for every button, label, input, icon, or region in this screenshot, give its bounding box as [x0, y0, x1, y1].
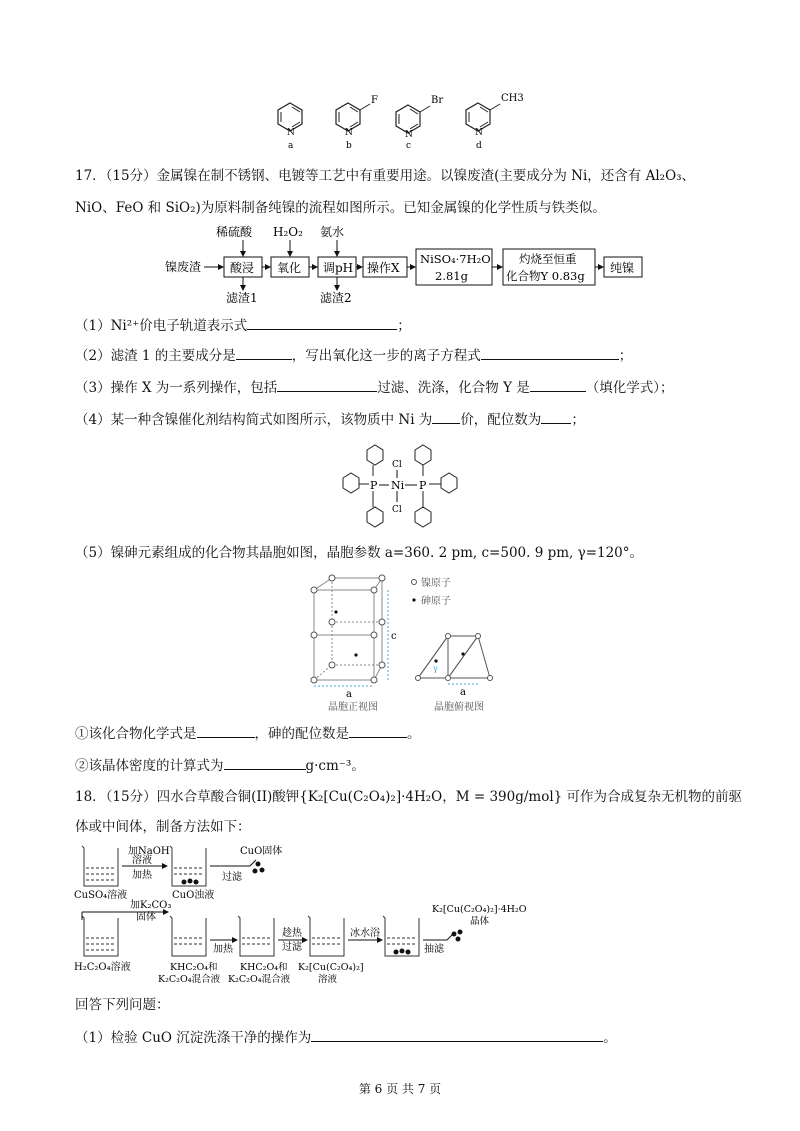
svg-text:P: P	[370, 479, 378, 492]
answer-blank[interactable]	[311, 1028, 603, 1042]
q17-sub6: ①该化合物化学式是 ，砷的配位数是 。	[75, 726, 421, 742]
pyridine-c	[396, 95, 443, 150]
beaker	[238, 916, 274, 956]
crystal-cell-figure	[300, 570, 520, 712]
flow-step1: 酸浸	[230, 261, 255, 275]
q17-sub2: （2）滤渣 1 的主要成分是 ，写出氧化这一步的离子方程式 ；	[75, 348, 633, 364]
flow-step3: 调pH	[323, 261, 354, 275]
beaker-cuso4: CuSO₄溶液	[74, 890, 128, 901]
beaker	[170, 916, 206, 956]
svg-text:趁热: 趁热	[282, 928, 302, 939]
legend-ni: 镍原子	[421, 578, 451, 589]
svg-text:N: N	[405, 130, 413, 140]
pyridine-label-c: c	[406, 141, 412, 150]
pyridine-sub-b: F	[371, 95, 378, 106]
answer-blank[interactable]	[432, 410, 460, 424]
caption-top-view: 晶胞俯视图	[434, 702, 484, 712]
svg-text:K₂C₂O₄混合液: K₂C₂O₄混合液	[228, 974, 291, 985]
flow-box6-line1: 灼烧至恒重	[519, 252, 577, 266]
beaker	[308, 916, 344, 956]
flow-residue2: 滤渣2	[320, 291, 352, 305]
svg-text:N: N	[345, 128, 353, 138]
answer-blank[interactable]	[530, 378, 586, 392]
q18-sub1: （1）检验 CuO 沉淀洗涤干净的操作为 。	[75, 1030, 617, 1046]
svg-text:KHC₂O₄和: KHC₂O₄和	[240, 962, 288, 973]
beaker	[82, 846, 118, 886]
pyridine-label-b: b	[346, 141, 352, 150]
flow-reagent3: 氨水	[320, 225, 345, 239]
svg-text:Cl: Cl	[392, 460, 402, 470]
legend-as: 砷原子	[421, 596, 451, 607]
label-a2: a	[460, 687, 466, 698]
svg-text:加热: 加热	[213, 944, 233, 955]
svg-text:固体: 固体	[136, 912, 156, 923]
answer-blank[interactable]	[481, 346, 619, 360]
flow-box5-line2: 2.81g	[435, 269, 468, 283]
label-a: a	[346, 689, 352, 700]
pyridine-d	[466, 93, 524, 150]
q18-intro-line1: 18．（15分）四水合草酸合铜(II)酸钾{K₂[Cu(C₂O₄)₂]·4H₂O，M = 390g/mol} 可作为合成复杂无机物的前驱	[75, 789, 743, 805]
flow-step2: 氧化	[277, 261, 302, 275]
flow-reagent1: 稀硫酸	[216, 225, 253, 239]
answer-blank[interactable]	[541, 410, 571, 424]
svg-text:K₂[Cu(C₂O₄)₂]: K₂[Cu(C₂O₄)₂]	[298, 962, 364, 973]
svg-text:过滤: 过滤	[222, 872, 242, 883]
svg-text:晶体: 晶体	[470, 916, 490, 927]
q17-sub3: （3）操作 X 为一系列操作，包括 过滤、洗涤，化合物 Y 是 （填化学式）；	[75, 380, 674, 396]
pyridine-label-d: d	[476, 141, 482, 150]
cuo-solid: CuO固体	[240, 846, 283, 857]
answer-blank[interactable]	[247, 316, 397, 330]
beaker-cuo-suspension: CuO浊液	[172, 890, 215, 901]
q17-sub4: （4）某一种含镍催化剂结构简式如图所示，该物质中 Ni 为 价，配位数为 ；	[75, 412, 585, 428]
pyridine-b	[336, 95, 378, 150]
q18-answer-prompt: 回答下列问题：	[75, 997, 170, 1013]
flow-end: 纯镍	[610, 261, 635, 275]
product-label: K₂[Cu(C₂O₄)₂]·4H₂O	[432, 904, 527, 915]
answer-blank[interactable]	[236, 346, 292, 360]
beaker-h2c2o4: H₂C₂O₄溶液	[74, 962, 131, 973]
flow-residue1: 滤渣1	[226, 291, 258, 305]
flow-start: 镍废渣	[165, 260, 202, 274]
q17-sub7: ②该晶体密度的计算式为 g·cm⁻³。	[75, 758, 365, 774]
pyridine-structures	[260, 85, 540, 150]
nickel-complex-structure	[325, 440, 475, 540]
svg-text:溶液: 溶液	[132, 855, 152, 866]
svg-text:加热: 加热	[132, 870, 152, 881]
svg-text:N: N	[287, 128, 295, 138]
svg-text:KHC₂O₄和: KHC₂O₄和	[170, 962, 218, 973]
beaker	[82, 916, 118, 956]
pyridine-sub-d: CH3	[501, 93, 524, 104]
pyridine-sub-c: Br	[431, 95, 444, 106]
svg-text:过滤: 过滤	[282, 942, 302, 953]
answer-blank[interactable]	[277, 378, 377, 392]
flow-step4: 操作X	[367, 261, 400, 275]
caption-front-view: 晶胞正视图	[328, 702, 378, 712]
flow-box6-line2: 化合物Y 0.83g	[506, 269, 585, 283]
page-footer: 第 6 页 共 7 页	[358, 1082, 442, 1096]
label-gamma: γ	[433, 664, 438, 673]
q18-intro-line2: 体或中间体，制备方法如下：	[75, 819, 251, 835]
q18-flowchart	[72, 840, 542, 992]
svg-text:K₂C₂O₄混合液: K₂C₂O₄混合液	[158, 974, 221, 985]
svg-text:加NaOH: 加NaOH	[128, 846, 170, 857]
q17-sub1: （1）Ni²⁺价电子轨道表示式 ；	[75, 318, 411, 334]
q17-intro-line2: NiO、FeO 和 SiO₂)为原料制备纯镍的流程如图所示。已知金属镍的化学性质与铁类似。	[75, 200, 606, 216]
answer-blank[interactable]	[224, 756, 306, 770]
svg-text:加K₂CO₃: 加K₂CO₃	[130, 900, 172, 911]
pyridine-label-a: a	[288, 141, 294, 150]
label-c: c	[391, 631, 397, 642]
complex-ni: Ni	[391, 479, 405, 492]
flow-box5-line1: NiSO₄·7H₂O	[420, 252, 491, 266]
svg-text:冰水浴: 冰水浴	[350, 928, 380, 939]
svg-text:Cl: Cl	[392, 505, 402, 515]
svg-text:溶液: 溶液	[318, 974, 338, 985]
q17-intro-line1: 17．（15分）金属镍在制不锈钢、电镀等工艺中有重要用途。以镍废渣(主要成分为 Ni，还含有 Al₂O₃、	[75, 168, 696, 184]
svg-text:P: P	[419, 479, 427, 492]
pyridine-a	[278, 103, 302, 150]
svg-text:抽滤: 抽滤	[424, 944, 444, 955]
answer-blank[interactable]	[197, 724, 255, 738]
q17-flowchart	[160, 222, 650, 307]
q17-sub5: （5）镍砷元素组成的化合物其晶胞如图，晶胞参数 a=360. 2 pm, c=500. 9 pm, γ=120°。	[75, 545, 644, 561]
flow-reagent2: H₂O₂	[273, 225, 303, 239]
svg-text:N: N	[475, 128, 483, 138]
answer-blank[interactable]	[349, 724, 407, 738]
